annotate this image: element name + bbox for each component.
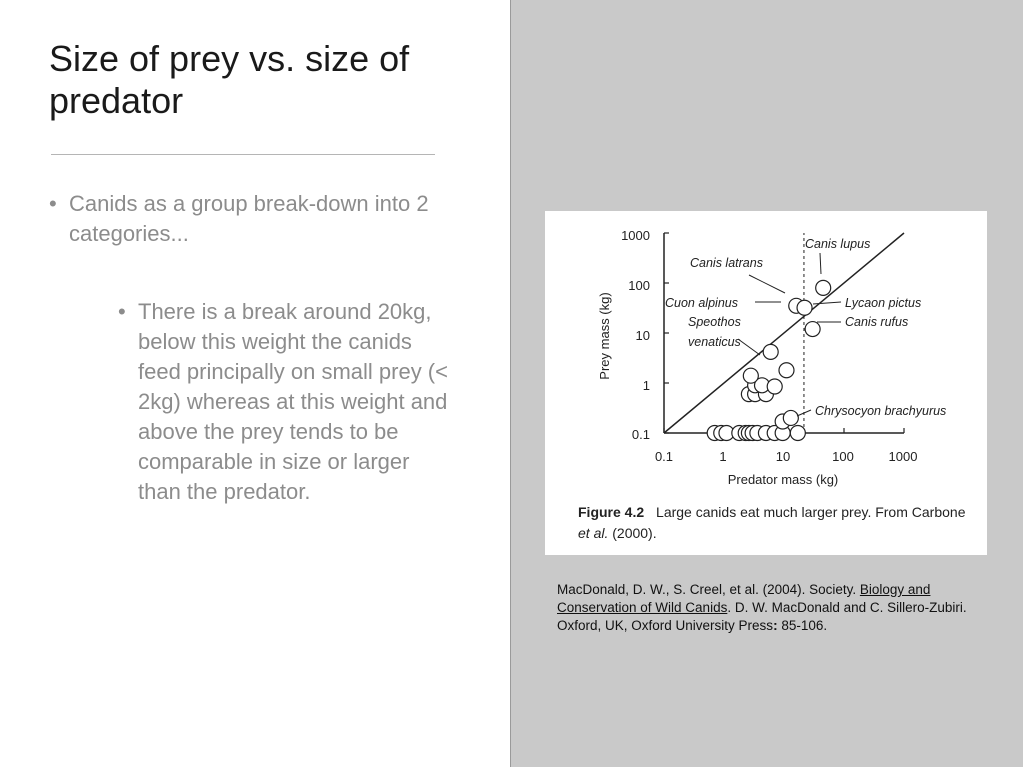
data-point (743, 368, 758, 383)
annotation-canis-latrans: Canis latrans (690, 256, 763, 270)
data-point (783, 410, 798, 425)
data-point (790, 426, 805, 441)
annotation-lycaon-pictus: Lycaon pictus (845, 296, 922, 310)
citation (557, 581, 977, 635)
annotation-canis-lupus: Canis lupus (805, 237, 871, 251)
data-point (763, 344, 778, 359)
x-tick-label: 1 (719, 449, 727, 464)
scatter-chart (545, 211, 987, 555)
data-point (779, 363, 794, 378)
x-tick-label: 10 (775, 449, 791, 464)
y-tick-label: 1000 (621, 228, 650, 243)
annotation-venaticus: venaticus (688, 335, 741, 349)
bullet-dot: • (118, 299, 126, 324)
data-point (767, 379, 782, 394)
data-point (797, 300, 812, 315)
data-point (805, 322, 820, 337)
figure-caption (578, 504, 966, 520)
data-point (816, 280, 831, 295)
x-tick-label: 1000 (888, 449, 918, 464)
y-tick-label: 1 (642, 378, 650, 393)
annotation-speothos: Speothos (688, 315, 741, 329)
annotation-arrow (820, 253, 821, 274)
citation-publisher: . D. W. MacDonald and C. Sillero-Zubiri. Oxford, UK, Oxford University Press (557, 600, 967, 633)
x-axis-label: Predator mass (kg) (727, 472, 839, 487)
caption-et-al: et al. (578, 525, 609, 541)
x-tick-label: 0.1 (654, 449, 674, 464)
title-divider (51, 154, 435, 155)
annotation-arrow (797, 410, 811, 416)
annotation-arrow (749, 275, 785, 293)
bullet-level1 (49, 189, 439, 249)
citation-authors: MacDonald, D. W., S. Creel, et al. (2004). Society. (557, 582, 860, 597)
citation-colon: : (773, 618, 778, 633)
annotation-canis-rufus: Canis rufus (845, 315, 909, 329)
y-tick-label: 10 (635, 328, 650, 343)
bullet-level2 (118, 297, 448, 507)
y-tick-label: 100 (628, 278, 650, 293)
figure-image (545, 211, 987, 555)
annotation-chrysocyon: Chrysocyon brachyurus (815, 404, 947, 418)
caption-figure-number: Figure 4.2 (578, 504, 645, 520)
x-tick-label: 100 (832, 449, 854, 464)
y-axis-label: Prey mass (kg) (597, 292, 612, 380)
citation-book-title: Biology and Conservation of Wild Canids (557, 582, 931, 615)
slide-title: Size of prey vs. size of predator (49, 38, 410, 122)
citation-pages: 85-106. (777, 618, 828, 633)
annotation-cuon-alpinus: Cuon alpinus (665, 296, 738, 310)
bullet-text: Canids as a group break-down into 2 categories... (69, 191, 429, 246)
caption-text: Large canids eat much larger prey. From Carbone (656, 504, 966, 520)
caption-year: (2000). (612, 525, 657, 541)
annotation-arrow (738, 339, 760, 355)
bullet-text: There is a break around 20kg, below this weight the canids feed principally on small prey (< 2kg) whereas at this weight and above the prey tends to be comparable in size or larger than the predator. (138, 299, 448, 504)
bullet-dot: • (49, 191, 57, 216)
figure-caption-line2 (578, 525, 657, 541)
y-tick-label: 0.1 (631, 427, 650, 442)
annotation-arrow (813, 302, 841, 304)
